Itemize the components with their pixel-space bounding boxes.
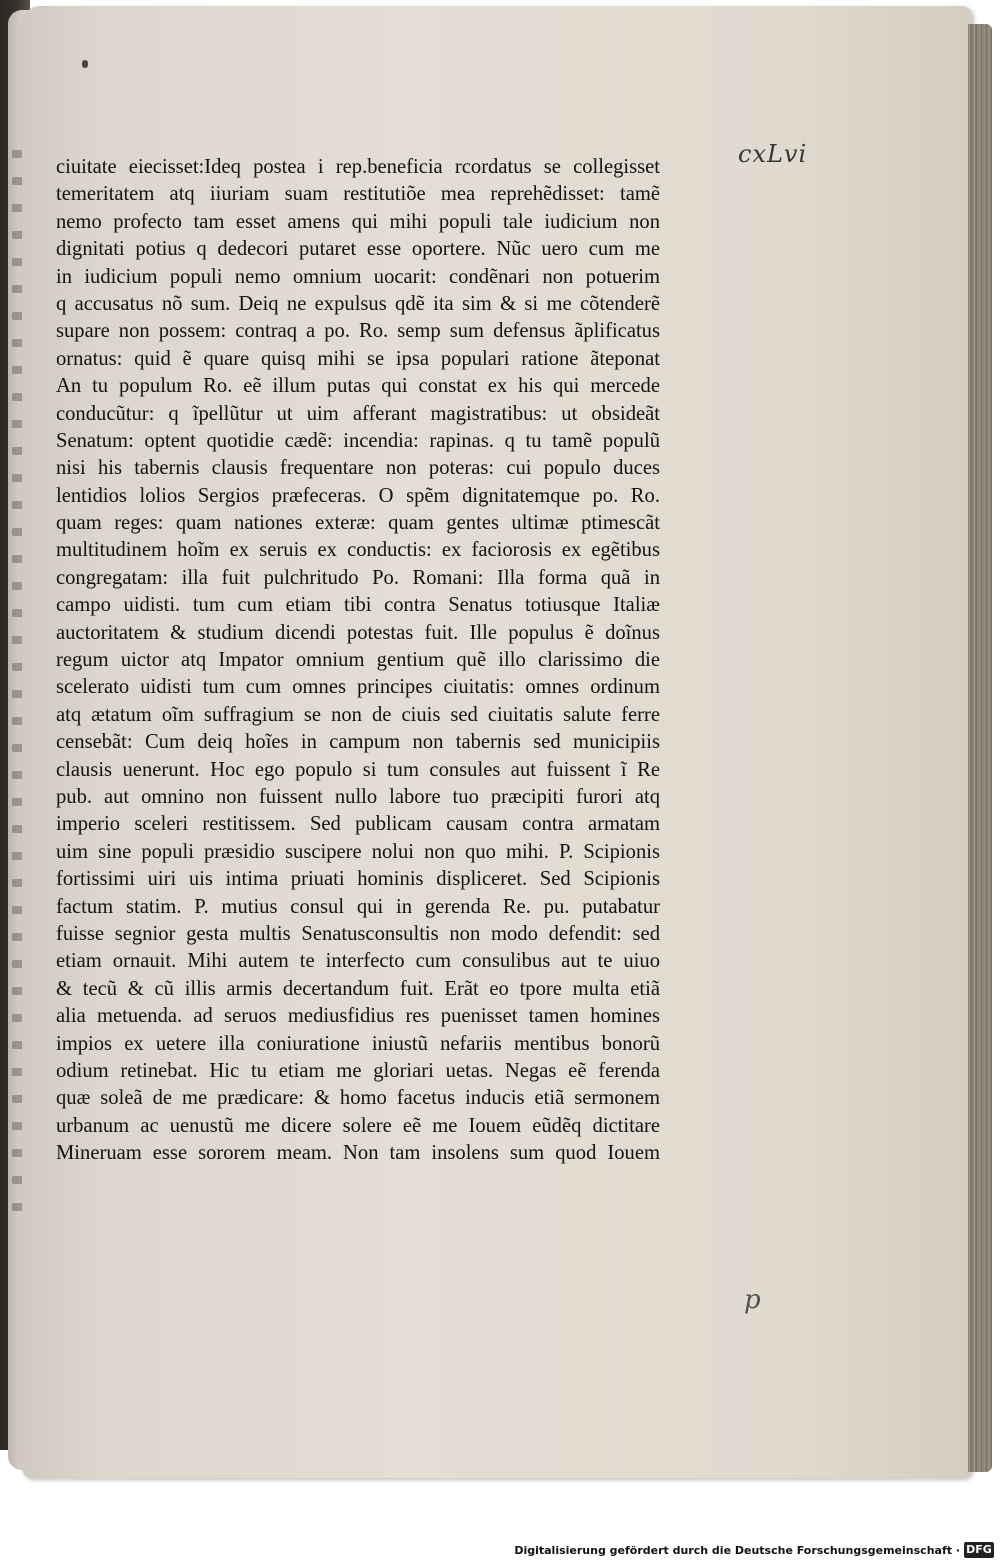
ink-spot <box>82 60 88 68</box>
text-line: pub. aut omnino non fuissent nullo labore tuo præcipiti furori atq <box>56 785 660 808</box>
facing-page-text-stroke <box>12 582 22 590</box>
text-line: conducũtur: q ĩpellũtur ut uim afferant magistratibus: ut obsideãt <box>56 402 660 425</box>
text-line: An tu populum Ro. eẽ illum putas qui constat ex his qui mercede <box>56 375 660 398</box>
text-line: dignitati potius q dedecori putaret esse oportere. Nũc uero cum me <box>56 238 660 261</box>
signature-mark: p <box>744 1285 761 1315</box>
text-line: alia metuenda. ad seruos mediusfidius res puenisset tamen homines <box>56 1005 660 1028</box>
text-line: congregatam: illa fuit pulchritudo Po. Romani: Illa forma quã in <box>56 566 660 589</box>
footer-bar <box>0 1538 1000 1563</box>
text-line: urbanum ac uenustũ me dicere solere eẽ me Iouem eũdẽq dictitare <box>56 1114 660 1137</box>
text-line: nemo profecto tam esset amens qui mihi populi tale iudicium non <box>56 210 660 233</box>
facing-page-text-stroke <box>12 150 22 158</box>
text-line: impios ex uetere illa coniuratione iniustũ nefariis mentibus bonorũ <box>56 1032 660 1055</box>
text-line: & tecũ & cũ illis armis decertandum fuit. Erãt eo tpore multa etiã <box>56 977 660 1000</box>
dfg-logo: DFG <box>964 1542 994 1558</box>
text-line: odium retinebat. Hic tu etiam me gloriari uetas. Negas eẽ ferenda <box>56 1059 660 1082</box>
text-line: lentidios lolios Sergios præfeceras. O spẽm dignitatemque po. Ro. <box>56 484 660 507</box>
text-line: censebãt: Cum deiq hoĩes in campum non tabernis sed municipiis <box>56 731 660 754</box>
text-line: campo uidisti. tum cum etiam tibi contra Senatus totiusque Italiæ <box>56 594 660 617</box>
text-line: ciuitate eiecisset:Ideq postea i rep.beneficia rcordatus se collegisset <box>56 156 660 178</box>
text-line: auctoritatem & studium dicendi potestas fuit. Ille populus ẽ doĩnus <box>56 621 660 644</box>
text-line: etiam ornauit. Mihi autem te interfecto cum consulibus aut te uiuo <box>56 950 660 973</box>
book-edge-right <box>968 24 992 1472</box>
text-line: clausis uenerunt. Hoc ego populo si tum consules aut fuissent ĩ Re <box>56 758 660 781</box>
text-line: regum uictor atq Impator omnium gentium quẽ illo clarissimo die <box>56 649 660 672</box>
text-line: nisi his tabernis clausis frequentare non poteras: cui populo duces <box>56 457 660 480</box>
text-line: fuisse segnior gesta multis Senatusconsultis non modo defendit: sed <box>56 922 660 945</box>
text-line: imperio sceleri restitissem. Sed publicam causam contra armatam <box>56 813 660 836</box>
text-line: quam reges: quam nationes exteræ: quam gentes ultimæ ptimescãt <box>56 512 660 535</box>
text-line: q accusatus nõ sum. Deiq ne expulsus qdẽ ita sim & si me cõtenderẽ <box>56 292 660 315</box>
text-line: scelerato uidisti tum cum omnes principes ciuitatis: omnes ordinum <box>56 676 660 699</box>
text-line: Senatum: optent quotidie cædẽ: incendia: rapinas. q tu tamẽ populũ <box>56 429 660 452</box>
text-line: ornatus: quid ẽ quare quisq mihi se ipsa populari ratione ãteponat <box>56 347 660 370</box>
text-line: fortissimi uiri uis intima priuati hominis displiceret. Sed Scipionis <box>56 868 660 891</box>
text-line: temeritatem atq iiuriam suam restitutiõe mea reprehẽdisset: tamẽ <box>56 183 660 206</box>
text-line: quæ soleã de me prædicare: & homo facetus inducis etiã sermonem <box>56 1087 660 1110</box>
text-line: factum statim. P. mutius consul qui in gerenda Re. pu. putabatur <box>56 895 660 918</box>
text-line: multitudinem hoĩm ex seruis ex conductis: ex faciorosis ex egẽtibus <box>56 539 660 562</box>
footer-credit: Digitalisierung gefördert durch die Deutsche Forschungsgemeinschaft · <box>514 1544 960 1557</box>
folio-number: cxLvi <box>738 140 808 168</box>
text-block <box>56 154 660 1194</box>
text-line: supare non possem: contraq a po. Ro. semp sum defensus ãplificatus <box>56 320 660 343</box>
text-line: in iudicium populi nemo omnium uocarit: condẽnari non potuerim <box>56 265 660 288</box>
text-line: atq ætatum oĩm suffragium se non de ciuis sed ciuitatis salute ferre <box>56 703 660 726</box>
facing-page-text-stroke <box>12 1014 22 1022</box>
text-line: Mineruam esse sororem meam. Non tam insolens sum quod Iouem <box>56 1142 660 1165</box>
text-line: uim sine populi præsidio suscipere nolui non quo mihi. P. Scipionis <box>56 840 660 863</box>
